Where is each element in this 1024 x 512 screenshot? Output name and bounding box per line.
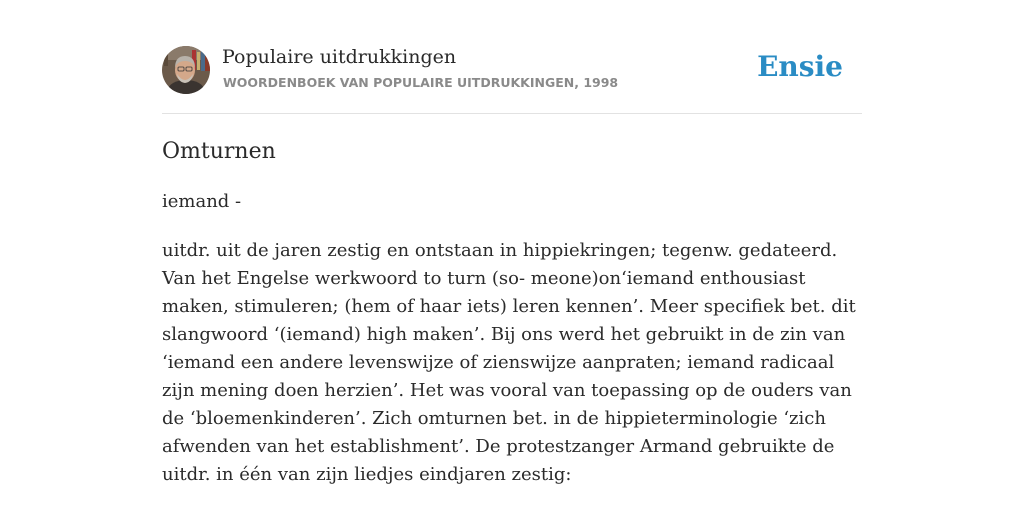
header-divider [162,113,862,114]
entry-subtitle: iemand - [162,191,242,212]
source-title[interactable]: Populaire uitdrukkingen [222,46,457,68]
source-subtitle: WOORDENBOEK VAN POPULAIRE UITDRUKKINGEN, 1998 [223,75,619,90]
author-avatar[interactable] [162,46,210,94]
entry-body: uitdr. uit de jaren zestig en ontstaan in hippiekringen; tegenw. gedateerd. Van het Engelse werkwoord to turn (so- meone)on‘iemand enthousiast maken, stimuleren; (hem of haar iets) leren kennen’. Meer specifiek bet. dit slangwoord ‘(iemand) high maken’. Bij ons werd het gebruikt in de zin van ‘iemand een andere levenswijze of zienswijze aanpraten; iemand radicaal zijn mening doen herzien’. Het was vooral van toepassing op de ouders van de ‘bloemenkinderen’. Zich omturnen bet. in de hippieterminologie ‘zich afwenden van het establishment’. De protestzanger Armand gebruikte de uitdr. in één van zijn liedjes eindjaren zestig: [162,240,856,485]
author-portrait-icon [162,46,210,94]
entry-title: Omturnen [162,139,276,164]
ensie-logo[interactable]: Ensie [757,50,843,83]
source-header [162,46,862,96]
